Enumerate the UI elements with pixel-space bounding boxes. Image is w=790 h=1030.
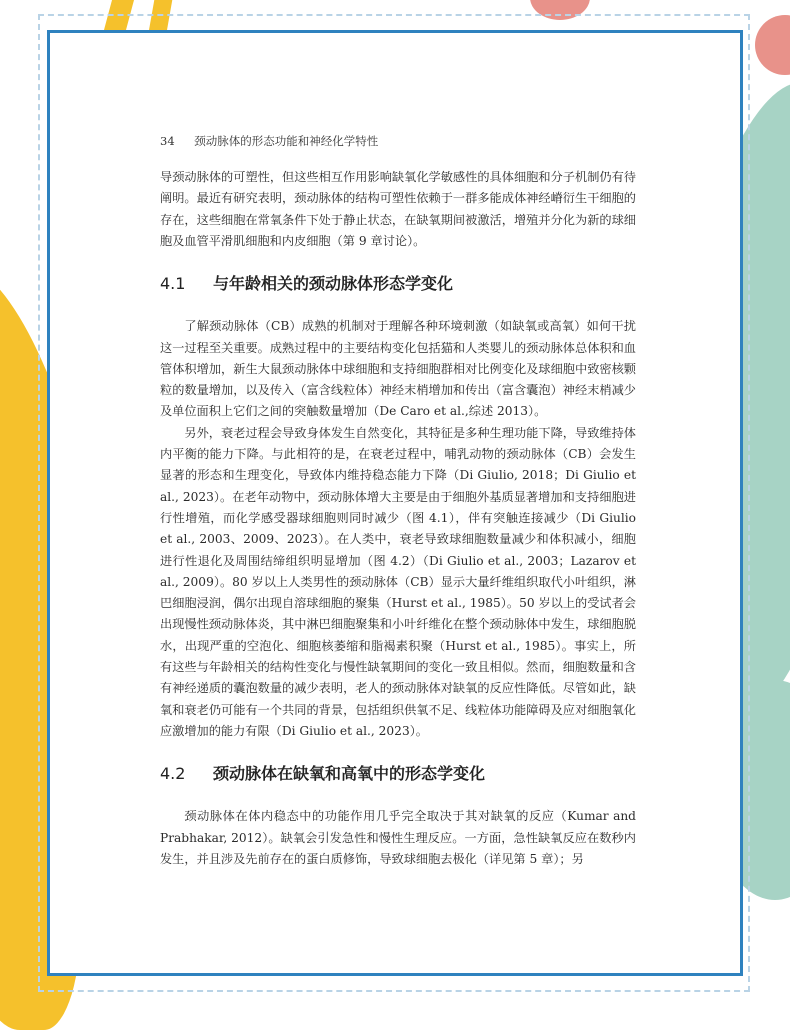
section-title: 颈动脉体在缺氧和高氧中的形态学变化 [213, 764, 486, 784]
decorative-pink-blob [755, 15, 790, 75]
body-paragraph: 了解颈动脉体（CB）成熟的机制对于理解各种环境刺激（如缺氧或高氧）如何干扰这一过程至关重要。成熟过程中的主要结构变化包括猫和人类婴儿的颈动脉体总体积和血管体积增加，新生大鼠颈动脉体中球细胞和支持细胞群相对比例变化及球细胞中致密核颗粒的数量增加，以及传入（富含线粒体）神经末梢增加和传出（富含囊泡）神经末梢减少及单位面积上它们之间的突触数量增加（De Caro et al.,综述 2013）。 [160, 319, 636, 419]
section-heading-4-2 [160, 763, 636, 785]
page-number: 34 [160, 134, 175, 148]
running-header [160, 133, 636, 149]
body-paragraph: 颈动脉体在体内稳态中的功能作用几乎完全取决于其对缺氧的反应（Kumar and Prabhakar, 2012）。缺氧会引发急性和慢性生理反应。一方面，急性缺氧反应在数秒内发生，并且涉及先前存在的蛋白质修饰，导致球细胞去极化（详见第 5 章）；另 [160, 809, 636, 866]
intro-paragraph: 导颈动脉体的可塑性，但这些相互作用影响缺氧化学敏感性的具体细胞和分子机制仍有待阐明。最近有研究表明，颈动脉体的结构可塑性依赖于一群多能成体神经嵴衍生干细胞的存在，这些细胞在常氧条件下处于静止状态，在缺氧期间被激活，增殖并分化为新的球细胞及血管平滑肌细胞和内皮细胞（第 9 章讨论）。 [160, 170, 636, 248]
section-number: 4.1 [160, 274, 186, 294]
running-title: 颈动脉体的形态功能和神经化学特性 [194, 134, 379, 148]
section-number: 4.2 [160, 764, 186, 784]
body-paragraph: 另外，衰老过程会导致身体发生自然变化，其特征是多种生理功能下降，导致维持体内平衡的能力下降。与此相符的是，在衰老过程中，哺乳动物的颈动脉体（CB）会发生显著的形态和生理变化，导致体内维持稳态能力下降（Di Giulio, 2018；Di Giulio et al., 2023）。在老年动物中，颈动脉体增大主要是由于细胞外基质显著增加和支持细胞进行性增殖，而化学感受器球细胞则同时减少（图 4.1），伴有突触连接减少（Di Giulio et al., 2003、2009、2023）。在人类中，衰老导致球细胞数量减少和体积减小，细胞进行性退化及周围结缔组织明显增加（图 4.2）（Di Giulio et al., 2003；Lazarov et al., 2009）。80 岁以上人类男性的颈动脉体（CB）显示大量纤维组织取代小叶组织，淋巴细胞浸润，偶尔出现自溶球细胞的聚集（Hurst et al., 1985）。50 岁以上的受试者会出现慢性颈动脉体炎，其中淋巴细胞聚集和小叶纤维化在整个颈动脉体中发生，球细胞脱水，出现严重的空泡化、细胞核萎缩和脂褐素积聚（Hurst et al., 1985）。事实上，所有这些与年龄相关的结构性变化与慢性缺氧期间的变化一致且相似。然而，细胞数量和含有神经递质的囊泡数量的减少表明，老人的颈动脉体对缺氧的反应性降低。尽管如此，缺氧和衰老仍可能有一个共同的背景，包括组织供氧不足、线粒体功能障碍及应对细胞氧化应激增加的能力有限（Di Giulio et al., 2023）。 [160, 425, 636, 738]
section-heading-4-1 [160, 273, 636, 295]
section-title: 与年龄相关的颈动脉体形态学变化 [213, 274, 454, 294]
page-content [160, 133, 636, 870]
book-page [47, 30, 743, 976]
